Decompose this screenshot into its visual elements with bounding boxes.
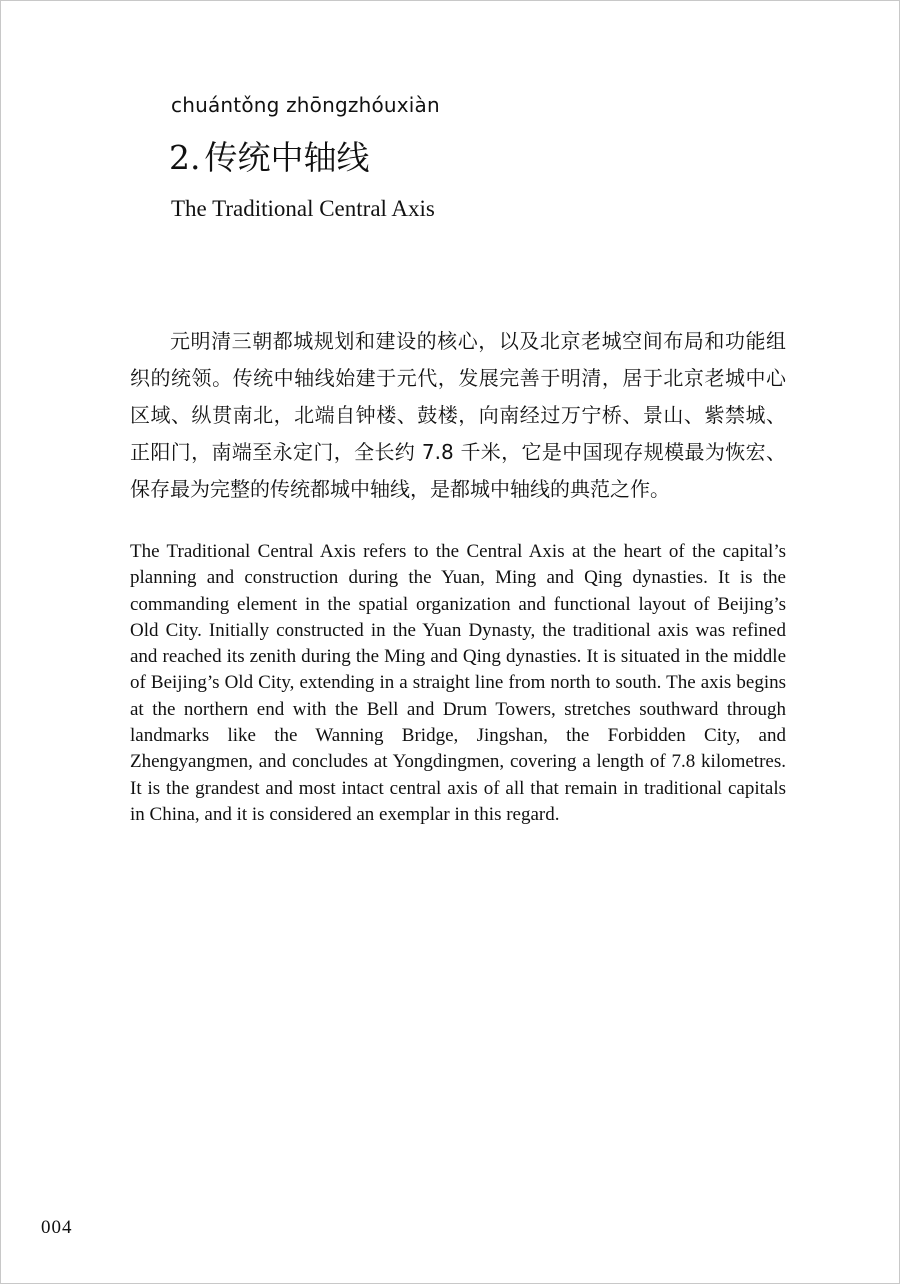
section-title-en: The Traditional Central Axis	[171, 196, 435, 221]
page-number: 004	[41, 1217, 73, 1238]
chinese-paragraph: 元明清三朝都城规划和建设的核心，以及北京老城空间布局和功能组织的统领。传统中轴线始建于元代，发展完善于明清，居于北京老城中心区域、纵贯南北，北端自钟楼、鼓楼，向南经过万宁桥、景山、紫禁城、正阳门，南端至永定门，全长约 7.8 千米，它是中国现存规模最为恢宏、保存最为完整的传统都城中轴线，是都城中轴线的典范之作。	[130, 329, 786, 501]
section-title-cn: 传统中轴线	[204, 138, 370, 177]
section-pinyin: chuántǒng zhōngzhóuxiàn	[171, 93, 440, 117]
section-heading	[169, 135, 370, 181]
english-paragraph: The Traditional Central Axis refers to the Central Axis at the heart of the capital’s planning and construction during the Yuan, Ming and Qing dynasties. It is the commanding element in the spatial organization and functional layout of Beijing’s Old City. Initially constructed in the Yuan Dynasty, the traditional axis was refined and reached its zenith during the Ming and Qing dynasties. It is situated in the middle of Beijing’s Old City, extending in a straight line from north to south. The axis begins at the northern end with the Bell and Drum Towers, stretches southward through landmarks like the Wanning Bridge, Jingshan, the Forbidden City, and Zhengyangmen, and concludes at Yongdingmen, covering a length of 7.8 kilometres. It is the grandest and most intact central axis of all that remain in traditional capitals in China, and it is considered an exemplar in this regard.	[130, 541, 786, 825]
section-number: 2.	[169, 138, 201, 177]
